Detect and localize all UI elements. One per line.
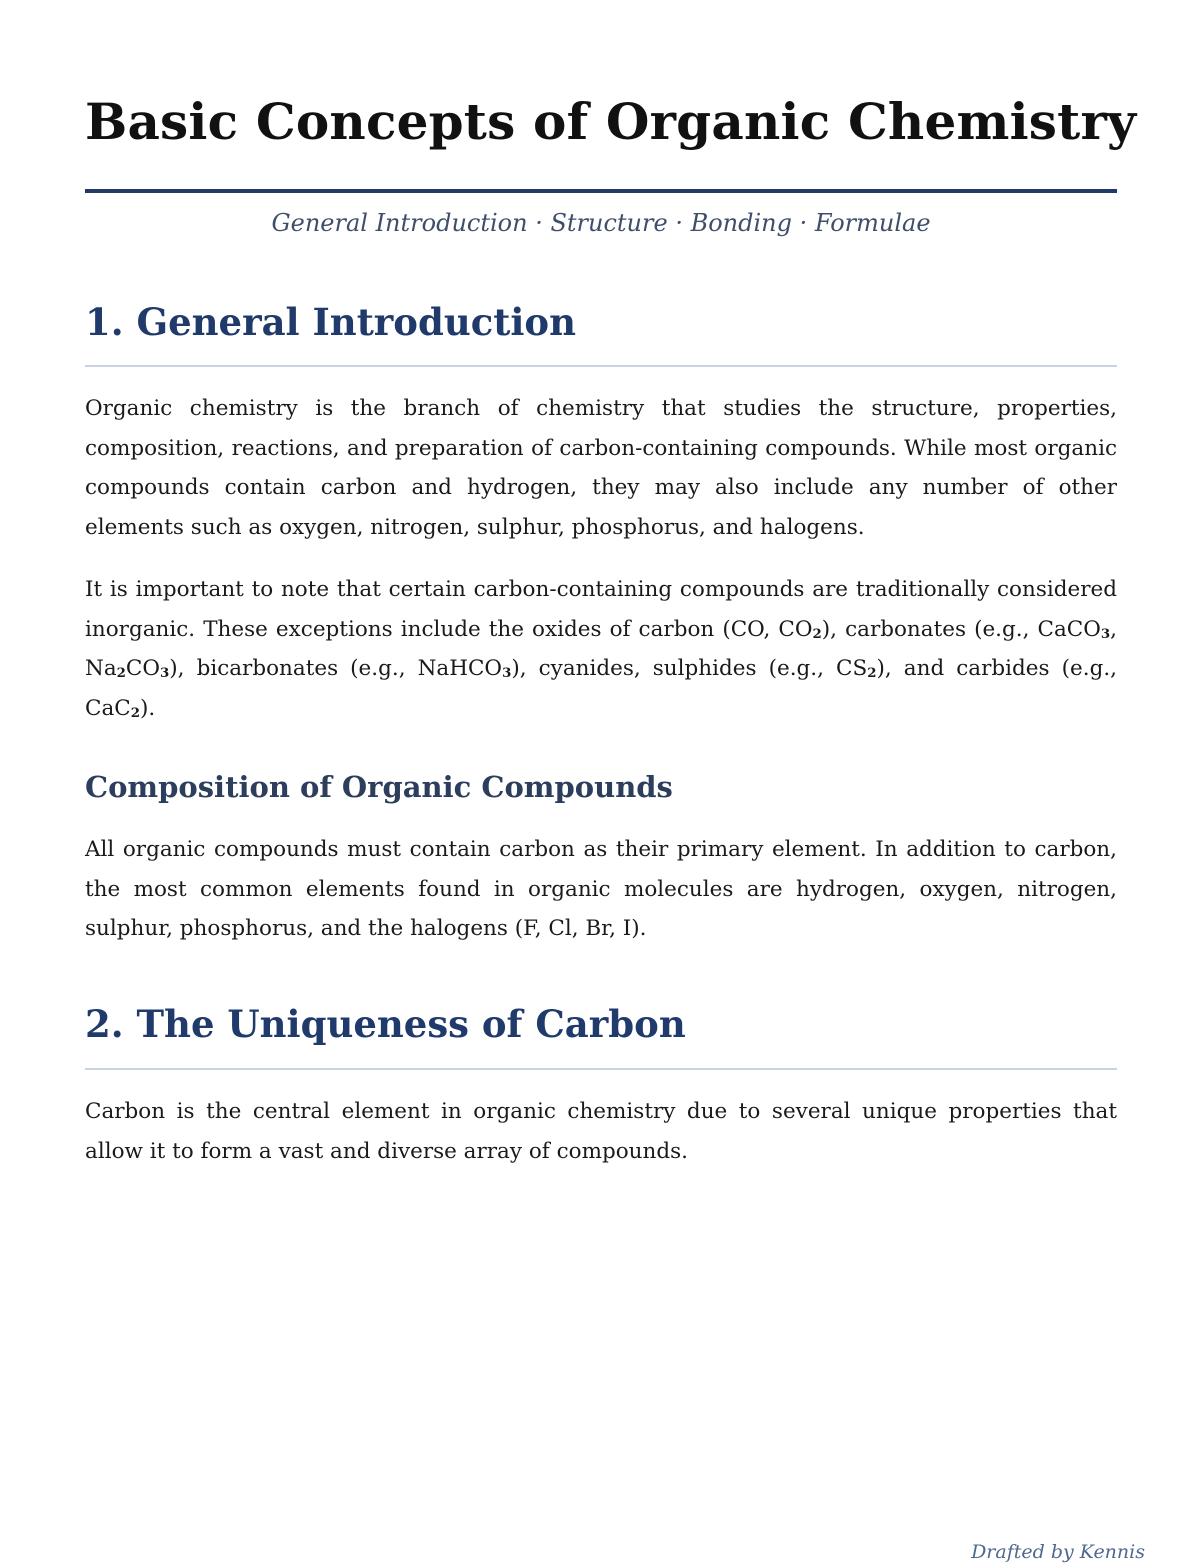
section-divider <box>85 365 1117 367</box>
document-subtitle: General Introduction · Structure · Bonding · Formulae <box>271 209 931 237</box>
section-divider <box>85 1068 1117 1070</box>
paragraph-inorganic-exceptions: It is important to note that certain carbon-containing compounds are traditionally considered inorganic. These exceptions include the oxides of carbon (CO, $CO_2$), carbonates (e.g., CaCO$_3$, $Na_2CO_3$), bicarbonates (e.g., NaHCO$_3$), cyanides, sulphides (e.g., $CS_2$), and carbides (e.g., CaC$_2$). <box>85 577 1118 721</box>
subsection-heading-composition: Composition of Organic Compounds <box>85 770 673 804</box>
document-title: Basic Concepts of Organic Chemistry <box>85 92 1137 151</box>
section-heading-general-introduction: 1. General Introduction <box>85 300 576 344</box>
footer-credit: Drafted by Kennis <box>971 1541 1145 1563</box>
paragraph-organic-definition: Organic chemistry is the branch of chemistry that studies the structure, properties, composition, reactions, and preparation of carbon-containing compounds. While most organic compounds contain carbon and hydrogen, they may also include any number of other elements such as oxygen, nitrogen, sulphur, phosphorus, and halogens. <box>85 396 1117 540</box>
paragraph-composition: All organic compounds must contain carbon as their primary element. In addition to carbon, the most common elements found in organic molecules are hydrogen, oxygen, nitrogen, sulphur, phosphorus, and the halogens (F, Cl, Br, I). <box>85 837 1117 941</box>
section-heading-uniqueness-of-carbon: 2. The Uniqueness of Carbon <box>85 1002 686 1046</box>
paragraph-carbon-uniqueness: Carbon is the central element in organic chemistry due to several unique properties that allow it to form a vast and diverse array of compounds. <box>85 1099 1117 1164</box>
title-divider <box>85 189 1117 193</box>
